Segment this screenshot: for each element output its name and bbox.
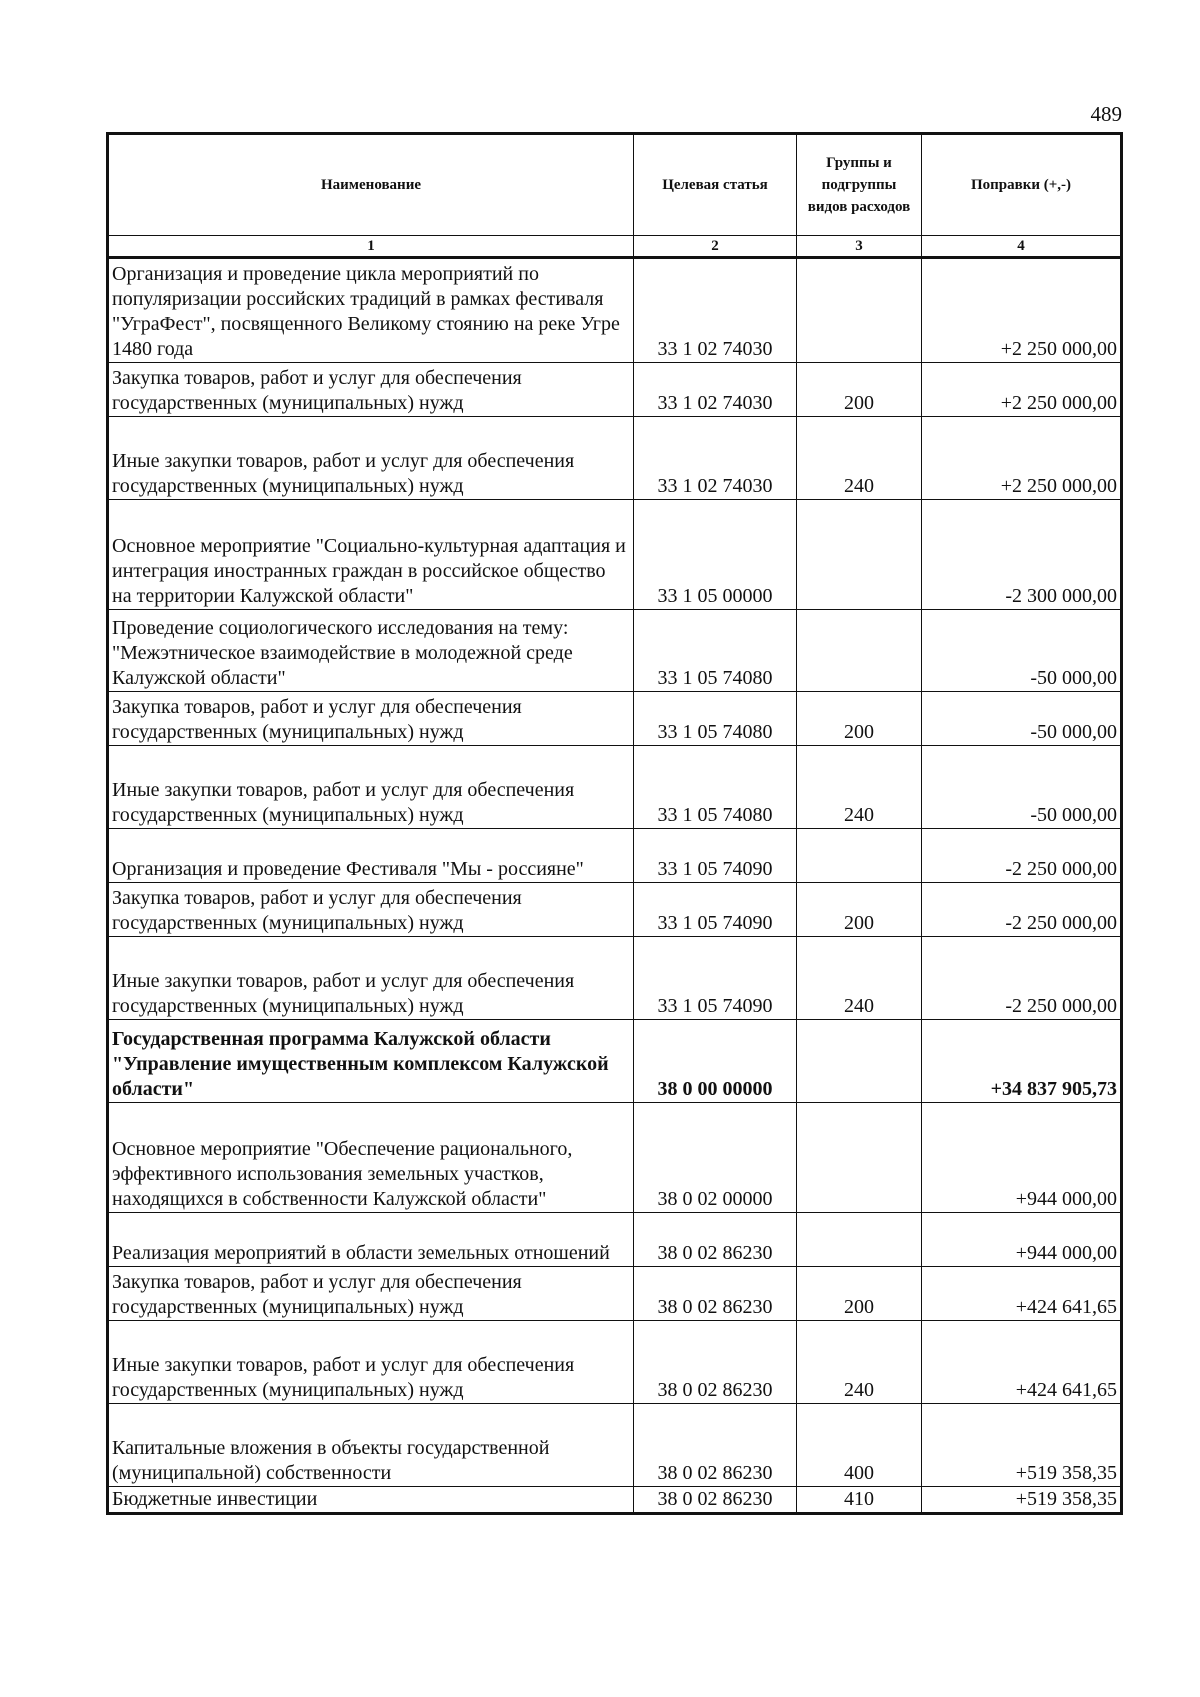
row-name: Реализация мероприятий в области земельных отношений <box>108 1213 634 1267</box>
row-expense-group <box>797 1020 922 1103</box>
row-amount: -2 250 000,00 <box>922 883 1122 937</box>
row-name: Проведение социологического исследования на тему: "Межэтническое взаимодействие в молодежной среде Калужской области" <box>108 610 634 692</box>
header-expense-groups: Группы и подгруппы видов расходов <box>797 134 922 236</box>
row-expense-group <box>797 829 922 883</box>
row-name: Закупка товаров, работ и услуг для обеспечения государственных (муниципальных) нужд <box>108 883 634 937</box>
row-name: Закупка товаров, работ и услуг для обеспечения государственных (муниципальных) нужд <box>108 692 634 746</box>
row-name: Иные закупки товаров, работ и услуг для обеспечения государственных (муниципальных) нужд <box>108 1321 634 1404</box>
row-target-article: 33 1 02 74030 <box>634 363 797 417</box>
column-number: 1 <box>108 236 634 258</box>
row-amount: +944 000,00 <box>922 1213 1122 1267</box>
row-name: Закупка товаров, работ и услуг для обеспечения государственных (муниципальных) нужд <box>108 1267 634 1321</box>
row-target-article: 38 0 02 86230 <box>634 1321 797 1404</box>
table-row <box>108 1213 1122 1267</box>
row-target-article: 38 0 02 86230 <box>634 1487 797 1514</box>
row-name: Основное мероприятие "Обеспечение рационального, эффективного использования земельных участков, находящихся в собственности Калужской области" <box>108 1103 634 1213</box>
table-row <box>108 937 1122 1020</box>
header-name: Наименование <box>108 134 634 236</box>
row-name: Иные закупки товаров, работ и услуг для обеспечения государственных (муниципальных) нужд <box>108 937 634 1020</box>
row-target-article: 33 1 05 74080 <box>634 610 797 692</box>
row-expense-group: 410 <box>797 1487 922 1514</box>
row-target-article: 38 0 02 86230 <box>634 1267 797 1321</box>
row-amount: +2 250 000,00 <box>922 258 1122 363</box>
row-amount: -50 000,00 <box>922 692 1122 746</box>
table-row <box>108 610 1122 692</box>
row-target-article: 33 1 02 74030 <box>634 258 797 363</box>
row-amount: -2 250 000,00 <box>922 937 1122 1020</box>
row-amount: -2 300 000,00 <box>922 500 1122 610</box>
page-number: 489 <box>1090 102 1122 126</box>
row-expense-group: 200 <box>797 692 922 746</box>
row-target-article: 38 0 02 86230 <box>634 1213 797 1267</box>
row-expense-group <box>797 610 922 692</box>
row-target-article: 33 1 05 74080 <box>634 746 797 829</box>
row-expense-group <box>797 500 922 610</box>
row-name: Основное мероприятие "Социально-культурная адаптация и интеграция иностранных граждан в российское общество на территории Калужской области" <box>108 500 634 610</box>
row-name: Бюджетные инвестиции <box>108 1487 634 1514</box>
table-row <box>108 1267 1122 1321</box>
table-row <box>108 500 1122 610</box>
row-amount: -50 000,00 <box>922 610 1122 692</box>
row-expense-group: 240 <box>797 1321 922 1404</box>
header-target-article: Целевая статья <box>634 134 797 236</box>
row-target-article: 38 0 02 86230 <box>634 1404 797 1487</box>
row-name: Иные закупки товаров, работ и услуг для обеспечения государственных (муниципальных) нужд <box>108 417 634 500</box>
table-row <box>108 1404 1122 1487</box>
table-row <box>108 1103 1122 1213</box>
row-amount: +944 000,00 <box>922 1103 1122 1213</box>
row-expense-group <box>797 258 922 363</box>
row-amount: +2 250 000,00 <box>922 417 1122 500</box>
row-target-article: 38 0 00 00000 <box>634 1020 797 1103</box>
row-target-article: 33 1 05 74080 <box>634 692 797 746</box>
row-target-article: 33 1 05 74090 <box>634 829 797 883</box>
row-target-article: 33 1 05 74090 <box>634 937 797 1020</box>
row-name: Организация и проведение цикла мероприятий по популяризации российских традиций в рамках фестиваля "УграФест", посвященного Великому стоянию на реке Угре 1480 года <box>108 258 634 363</box>
table-row <box>108 746 1122 829</box>
row-name: Государственная программа Калужской области "Управление имущественным комплексом Калужской области" <box>108 1020 634 1103</box>
row-expense-group: 240 <box>797 937 922 1020</box>
row-name: Капитальные вложения в объекты государственной (муниципальной) собственности <box>108 1404 634 1487</box>
row-name: Закупка товаров, работ и услуг для обеспечения государственных (муниципальных) нужд <box>108 363 634 417</box>
row-amount: +424 641,65 <box>922 1267 1122 1321</box>
table-row <box>108 1020 1122 1103</box>
row-target-article: 33 1 02 74030 <box>634 417 797 500</box>
column-number: 4 <box>922 236 1122 258</box>
row-expense-group: 200 <box>797 1267 922 1321</box>
row-expense-group <box>797 1213 922 1267</box>
row-name: Организация и проведение Фестиваля "Мы - россияне" <box>108 829 634 883</box>
table-row <box>108 417 1122 500</box>
table-row <box>108 258 1122 363</box>
row-target-article: 38 0 02 00000 <box>634 1103 797 1213</box>
table-row <box>108 1487 1122 1514</box>
row-target-article: 33 1 05 00000 <box>634 500 797 610</box>
row-target-article: 33 1 05 74090 <box>634 883 797 937</box>
column-number: 3 <box>797 236 922 258</box>
budget-table <box>106 132 1123 1515</box>
column-number-row <box>108 236 1122 258</box>
row-amount: -50 000,00 <box>922 746 1122 829</box>
table-row <box>108 363 1122 417</box>
row-amount: +34 837 905,73 <box>922 1020 1122 1103</box>
table-row <box>108 829 1122 883</box>
row-name: Иные закупки товаров, работ и услуг для обеспечения государственных (муниципальных) нужд <box>108 746 634 829</box>
row-expense-group <box>797 1103 922 1213</box>
row-expense-group: 200 <box>797 363 922 417</box>
row-amount: +424 641,65 <box>922 1321 1122 1404</box>
table-row <box>108 1321 1122 1404</box>
header-amendments: Поправки (+,-) <box>922 134 1122 236</box>
row-expense-group: 400 <box>797 1404 922 1487</box>
row-expense-group: 240 <box>797 746 922 829</box>
row-expense-group: 200 <box>797 883 922 937</box>
row-amount: +519 358,35 <box>922 1404 1122 1487</box>
row-amount: +519 358,35 <box>922 1487 1122 1514</box>
table-header-row <box>108 134 1122 236</box>
table-row <box>108 692 1122 746</box>
table-body <box>108 258 1122 1514</box>
row-expense-group: 240 <box>797 417 922 500</box>
column-number: 2 <box>634 236 797 258</box>
row-amount: -2 250 000,00 <box>922 829 1122 883</box>
table-row <box>108 883 1122 937</box>
row-amount: +2 250 000,00 <box>922 363 1122 417</box>
